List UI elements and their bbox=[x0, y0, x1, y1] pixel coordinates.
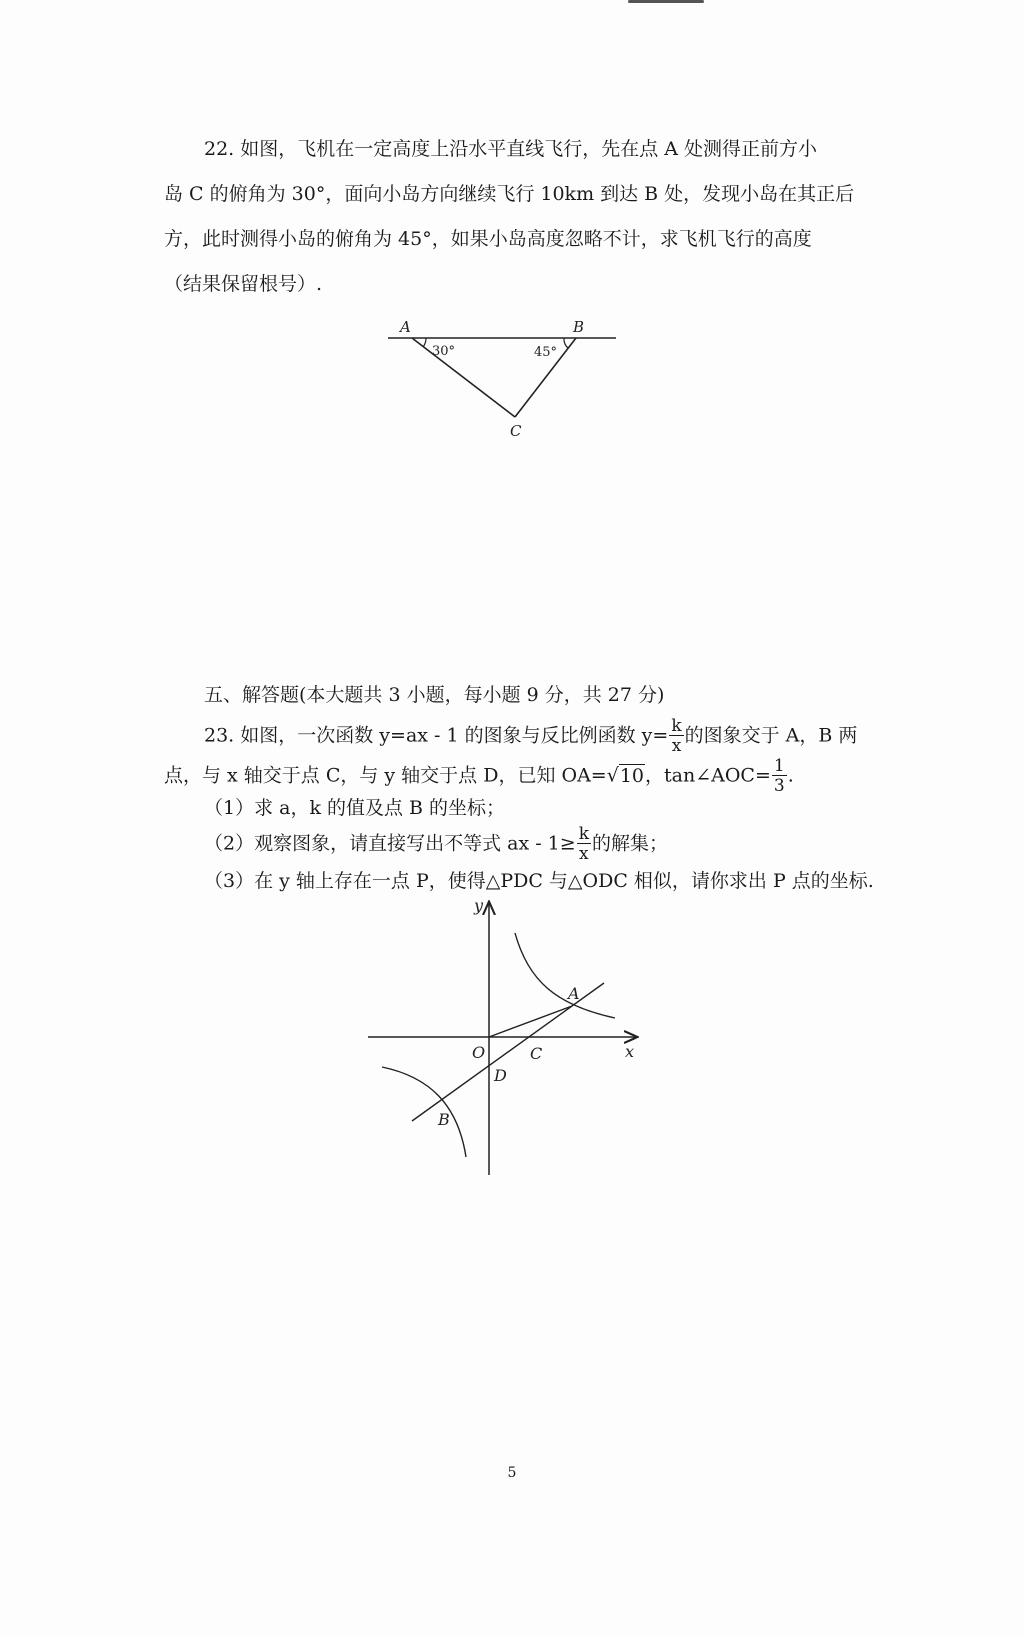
q23-line-1 bbox=[204, 718, 857, 755]
hyperbola-branch-1 bbox=[515, 933, 615, 1018]
label-c: C bbox=[510, 422, 522, 440]
q23-sub-1: （1）求 a，k 的值及点 B 的坐标； bbox=[204, 797, 506, 819]
fraction-one-third bbox=[772, 758, 787, 795]
q22-line-2: 岛 C 的俯角为 30°，面向小岛方向继续飞行 10km 到达 B 处，发现小岛在其正后 bbox=[164, 183, 855, 205]
q23-coordinate-figure bbox=[360, 895, 650, 1180]
fraction-denominator: 3 bbox=[773, 776, 785, 796]
fraction-numerator: k bbox=[671, 716, 682, 736]
section-5-heading: 五、解答题(本大题共 3 小题，每小题 9 分，共 27 分) bbox=[204, 684, 665, 706]
q22-line-4: （结果保留根号）. bbox=[164, 273, 323, 295]
q23-sub-2 bbox=[204, 826, 668, 863]
scan-mark bbox=[628, 0, 704, 3]
y-axis-label: y bbox=[474, 896, 484, 915]
fraction-k-over-x-2 bbox=[577, 826, 591, 863]
x-axis-label: x bbox=[625, 1042, 635, 1061]
q23-sub-3: （3）在 y 轴上存在一点 P，使得△PDC 与△ODC 相似，请你求出 P 点的坐标. bbox=[204, 870, 874, 892]
q22-line-1: 22. 如图，飞机在一定高度上沿水平直线飞行，先在点 A 处测得正前方小 bbox=[204, 138, 818, 160]
point-a-label: A bbox=[568, 984, 580, 1003]
linear-function-line bbox=[412, 983, 604, 1121]
segment-ac bbox=[412, 338, 515, 417]
fraction-denominator: x bbox=[579, 844, 589, 864]
sqrt-radicand: 10 bbox=[619, 764, 645, 787]
origin-label: O bbox=[472, 1043, 486, 1062]
point-d-label: D bbox=[494, 1066, 507, 1085]
point-c-label: C bbox=[530, 1044, 543, 1063]
fraction-denominator: x bbox=[671, 736, 682, 756]
q23-line-2-mid: ，tan∠AOC= bbox=[645, 764, 771, 787]
q23-line-2-pre: 点，与 x 轴交于点 C，与 y 轴交于点 D，已知 OA=√ bbox=[164, 764, 619, 787]
q22-triangle-figure bbox=[380, 310, 630, 450]
q23-sub-2-post: 的解集； bbox=[592, 832, 669, 855]
q23-line-1-pre: 23. 如图，一次函数 y=ax - 1 的图象与反比例函数 y= bbox=[204, 724, 669, 747]
label-a: A bbox=[400, 318, 411, 336]
q22-line-3: 方，此时测得小岛的俯角为 45°，如果小岛高度忽略不计，求飞机飞行的高度 bbox=[164, 228, 812, 250]
q23-sub-2-pre: （2）观察图象，请直接写出不等式 ax - 1≥ bbox=[204, 832, 576, 855]
fraction-k-over-x bbox=[669, 718, 683, 755]
angle-45-label: 45° bbox=[534, 345, 558, 360]
fraction-numerator: k bbox=[578, 824, 589, 844]
q23-line-2-post: . bbox=[787, 764, 794, 787]
angle-30-label: 30° bbox=[432, 344, 456, 359]
q23-line-2 bbox=[164, 758, 794, 795]
fraction-numerator: 1 bbox=[773, 756, 785, 776]
label-b: B bbox=[573, 318, 585, 336]
angle-arc-a bbox=[423, 338, 426, 347]
point-b-label: B bbox=[438, 1110, 450, 1129]
angle-arc-b bbox=[564, 338, 568, 348]
q23-line-1-post: 的图象交于 A，B 两 bbox=[684, 724, 858, 747]
segment-oa bbox=[489, 1006, 572, 1037]
page-number: 5 bbox=[507, 1465, 517, 1481]
